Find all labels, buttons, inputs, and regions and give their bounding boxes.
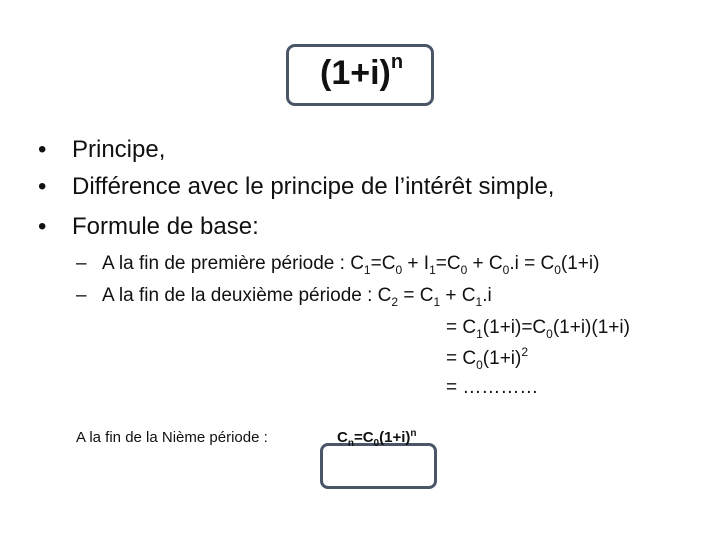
bullet-difference (38, 172, 554, 202)
formula-text: (1+i) (482, 348, 522, 369)
formula-text: .i = C (509, 253, 555, 274)
superscript: n (410, 428, 417, 439)
subscript: 0 (554, 263, 561, 277)
subscript: 2 (391, 295, 399, 309)
formula-text: = ………… (446, 377, 539, 398)
formula-text: A la fin de première période : C (102, 253, 364, 274)
bullet-text: Différence avec le principe de l’intérêt simple, (72, 173, 555, 200)
subscript: 1 (429, 263, 436, 277)
formula-text: =C (435, 253, 461, 274)
subscript: 1 (475, 295, 483, 309)
formula-text: (1+i)=C (482, 317, 547, 338)
subscript: 1 (476, 327, 483, 341)
subscript: 1 (363, 263, 371, 277)
formula-text: (1+i) (560, 253, 600, 274)
formula-text: =C (370, 253, 396, 274)
formula-line-2 (76, 284, 492, 308)
final-formula (337, 428, 416, 448)
formula-text: + C (467, 253, 503, 274)
formula-line-4 (446, 347, 528, 371)
slide-title (320, 50, 403, 96)
title-base: (1+i) (320, 54, 391, 92)
dash-marker: – (76, 253, 87, 274)
bullet-text: Formule de base: (72, 213, 259, 240)
superscript: 2 (521, 345, 529, 359)
final-period-label: A la fin de la Nième période : (76, 429, 268, 446)
formula-text: + C (440, 285, 476, 306)
formula-text: =C (353, 429, 374, 446)
formula-line-5 (446, 376, 538, 400)
formula-text: .i (482, 285, 492, 306)
bullet-formule (38, 212, 259, 242)
formula-text: = C (398, 285, 434, 306)
title-exponent: n (390, 51, 404, 73)
subscript: 0 (502, 263, 510, 277)
final-formula-frame (320, 443, 437, 489)
dash-marker: – (76, 285, 87, 306)
bullet-text: Principe, (72, 136, 166, 163)
bullet-dot: • (38, 173, 47, 200)
subscript: 0 (546, 327, 553, 341)
subscript: 0 (373, 438, 380, 449)
subscript: 1 (433, 295, 441, 309)
subscript: 0 (476, 358, 483, 372)
formula-text: C (337, 429, 348, 446)
formula-text: (1+i)(1+i) (552, 317, 630, 338)
subscript: 0 (460, 263, 468, 277)
formula-text: + I (402, 253, 430, 274)
subscript: n (347, 438, 354, 449)
bullet-dot: • (38, 136, 47, 163)
formula-text: A la fin de la deuxième période : C (102, 285, 392, 306)
formula-line-1 (76, 252, 599, 276)
formula-text: = C (446, 317, 477, 338)
formula-text: (1+i) (379, 429, 411, 446)
formula-text: = C (446, 348, 477, 369)
bullet-dot: • (38, 213, 47, 240)
subscript: 0 (395, 263, 403, 277)
bullet-principe (38, 135, 165, 165)
formula-line-3 (446, 316, 630, 340)
